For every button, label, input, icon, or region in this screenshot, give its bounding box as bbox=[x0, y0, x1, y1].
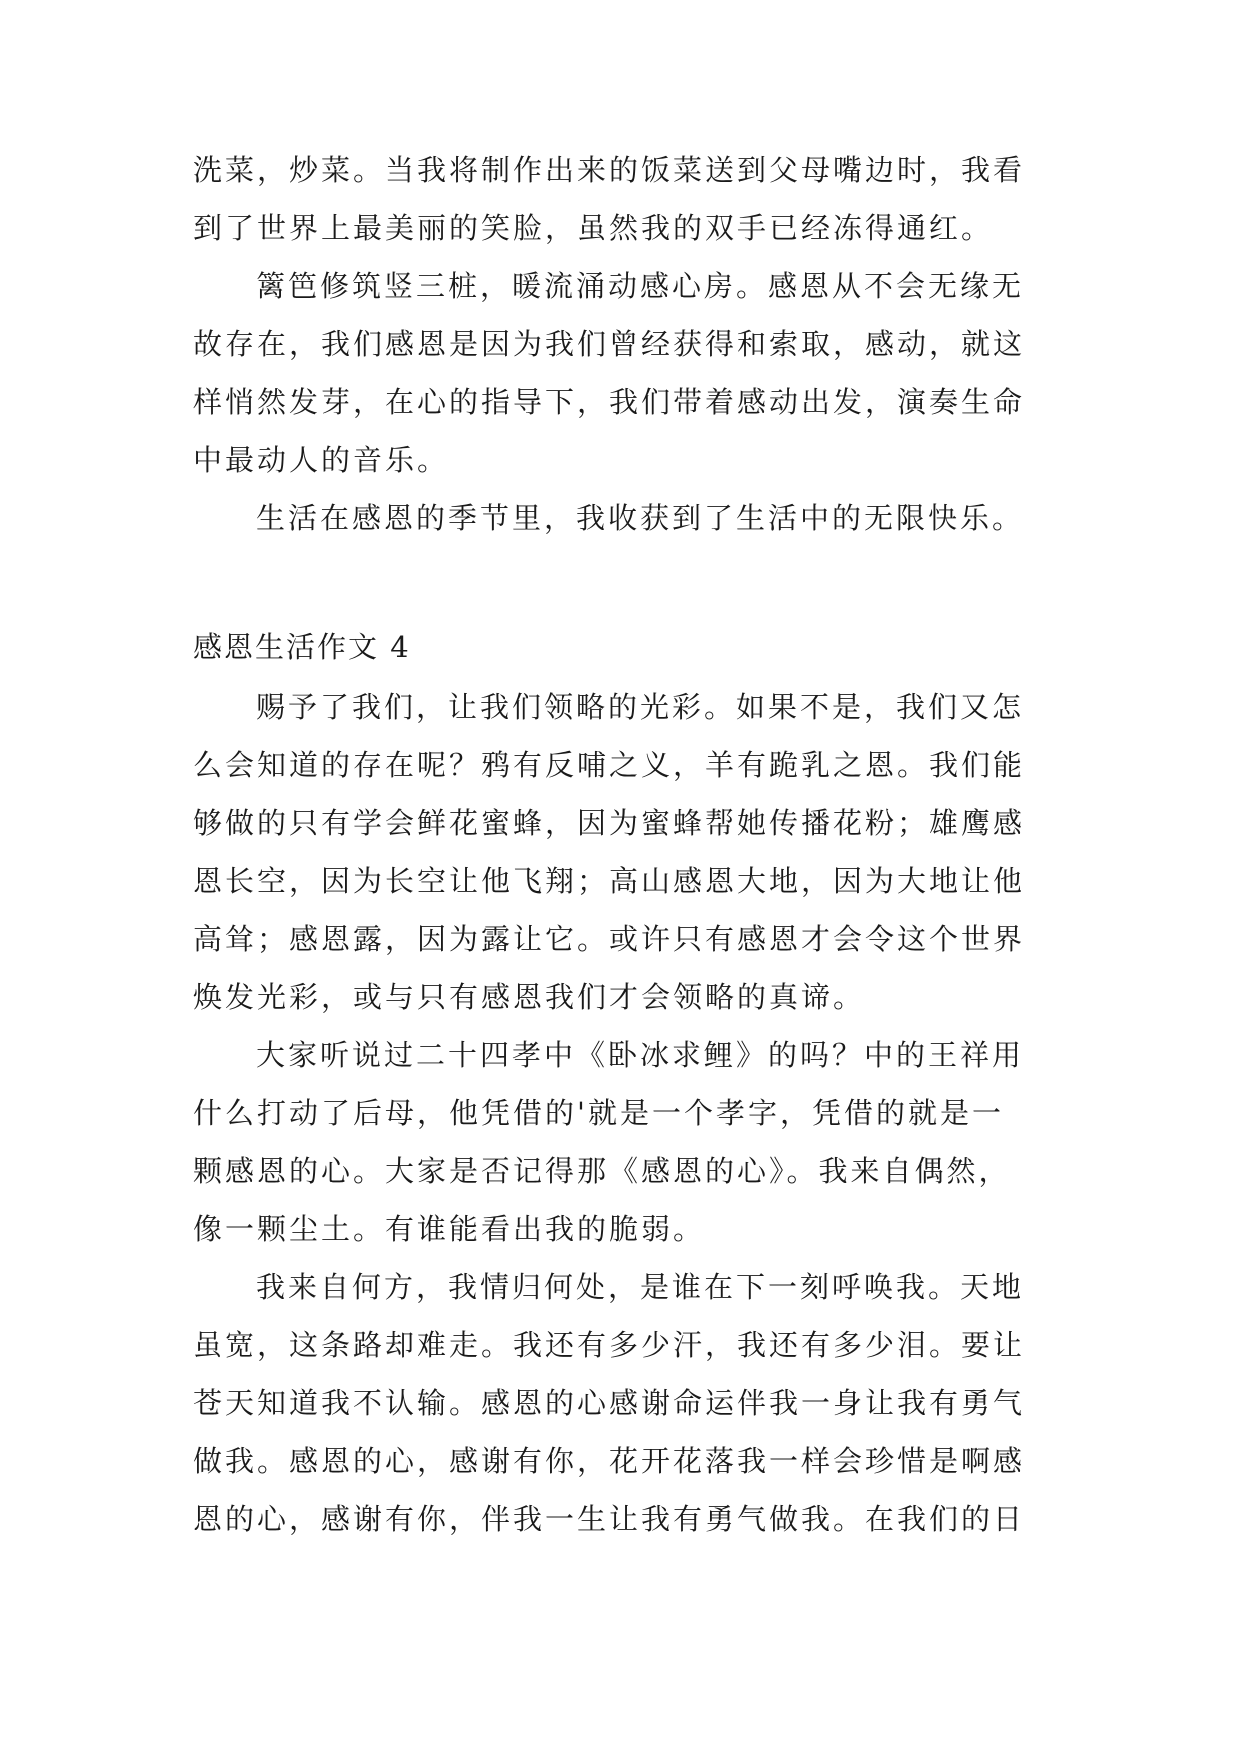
text-line: 虽宽，这条路却难走。我还有多少汗，我还有多少泪。要让 bbox=[193, 1328, 1026, 1362]
essay-previous-section bbox=[193, 141, 1073, 547]
paragraph bbox=[193, 678, 1073, 1026]
paragraph bbox=[193, 257, 1073, 489]
text-line: 恩长空，因为长空让他飞翔；高山感恩大地，因为大地让他 bbox=[193, 864, 1026, 898]
paragraph bbox=[193, 141, 1073, 257]
paragraph bbox=[193, 1258, 1073, 1548]
text-line: 恩的心，感谢有你，伴我一生让我有勇气做我。在我们的日 bbox=[193, 1502, 1026, 1536]
text-line: 么会知道的存在呢？鸦有反哺之义，羊有跪乳之恩。我们能 bbox=[193, 748, 1026, 782]
text-line: 像一颗尘土。有谁能看出我的脆弱。 bbox=[193, 1212, 706, 1246]
text-line: 到了世界上最美丽的笑脸，虽然我的双手已经冻得通红。 bbox=[193, 211, 994, 245]
text-line: 颗感恩的心。大家是否记得那《感恩的心》。我来自偶然， bbox=[193, 1154, 1011, 1188]
text-line: 赐予了我们，让我们领略的光彩。如果不是，我们又怎 bbox=[256, 690, 1025, 724]
paragraph bbox=[193, 1026, 1073, 1258]
essay-main-section bbox=[193, 678, 1073, 1548]
text-line: 什么打动了后母，他凭借的'就是一个孝字，凭借的就是一 bbox=[193, 1096, 1004, 1130]
text-line: 我来自何方，我情归何处，是谁在下一刻呼唤我。天地 bbox=[256, 1270, 1025, 1304]
text-line: 焕发光彩，或与只有感恩我们才会领略的真谛。 bbox=[193, 980, 866, 1014]
section-title: 感恩生活作文 4 bbox=[193, 630, 411, 664]
text-line: 大家听说过二十四孝中《卧冰求鲤》的吗？中的王祥用 bbox=[256, 1038, 1025, 1072]
text-line: 故存在，我们感恩是因为我们曾经获得和索取，感动，就这 bbox=[193, 327, 1026, 361]
text-line: 洗菜，炒菜。当我将制作出来的饭菜送到父母嘴边时，我看 bbox=[193, 153, 1026, 187]
paragraph bbox=[193, 489, 1073, 547]
text-line: 篱笆修筑竖三桩，暖流涌动感心房。感恩从不会无缘无 bbox=[256, 269, 1025, 303]
text-line: 生活在感恩的季节里，我收获到了生活中的无限快乐。 bbox=[256, 501, 1025, 535]
text-line: 中最动人的音乐。 bbox=[193, 443, 450, 477]
text-line: 做我。感恩的心，感谢有你，花开花落我一样会珍惜是啊感 bbox=[193, 1444, 1026, 1478]
text-line: 苍天知道我不认输。感恩的心感谢命运伴我一身让我有勇气 bbox=[193, 1386, 1026, 1420]
text-line: 高耸；感恩露，因为露让它。或许只有感恩才会令这个世界 bbox=[193, 922, 1026, 956]
text-line: 样悄然发芽，在心的指导下，我们带着感动出发，演奏生命 bbox=[193, 385, 1026, 419]
text-line: 够做的只有学会鲜花蜜蜂，因为蜜蜂帮她传播花粉；雄鹰感 bbox=[193, 806, 1026, 840]
